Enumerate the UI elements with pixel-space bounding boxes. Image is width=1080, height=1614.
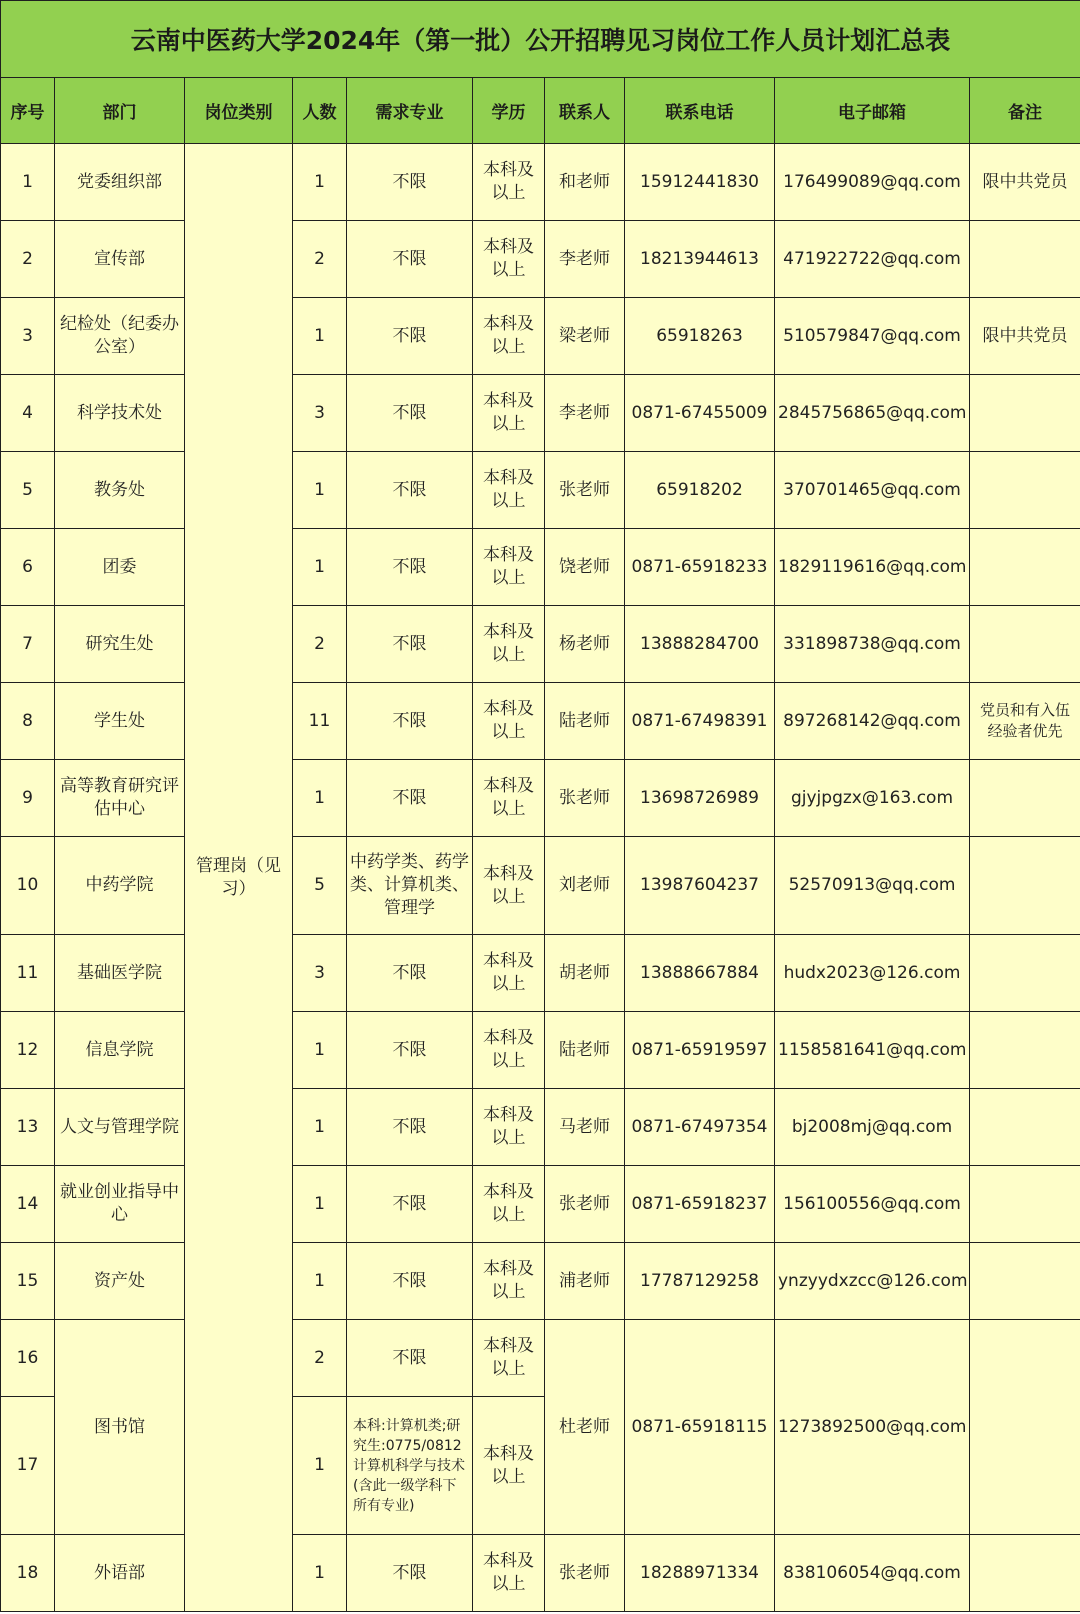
cell-phone: 0871-65919597 (625, 1012, 775, 1089)
cell-major: 不限 (347, 1012, 473, 1089)
cell-count: 5 (293, 837, 347, 935)
table-row (1, 606, 1080, 683)
cell-count: 1 (293, 1397, 347, 1535)
cell-email: 1829119616@qq.com (775, 529, 970, 606)
cell-remark (970, 935, 1080, 1012)
cell-contact: 杨老师 (545, 606, 625, 683)
cell-major: 不限 (347, 1320, 473, 1397)
cell-edu: 本科及以上 (473, 452, 545, 529)
cell-edu: 本科及以上 (473, 529, 545, 606)
header-no: 序号 (1, 78, 55, 144)
cell-phone: 65918263 (625, 298, 775, 375)
cell-major: 不限 (347, 1535, 473, 1612)
cell-count: 1 (293, 529, 347, 606)
cell-edu: 本科及以上 (473, 1089, 545, 1166)
cell-remark (970, 1320, 1080, 1535)
cell-remark (970, 452, 1080, 529)
header-email: 电子邮箱 (775, 78, 970, 144)
cell-dept: 党委组织部 (55, 144, 185, 221)
cell-dept: 科学技术处 (55, 375, 185, 452)
cell-major: 本科:计算机类;研究生:0775/0812计算机科学与技术(含此一级学科下所有专业) (347, 1397, 473, 1535)
header-contact: 联系人 (545, 78, 625, 144)
cell-email: bj2008mj@qq.com (775, 1089, 970, 1166)
cell-major: 不限 (347, 144, 473, 221)
cell-major: 不限 (347, 298, 473, 375)
cell-phone: 13888667884 (625, 935, 775, 1012)
cell-edu: 本科及以上 (473, 1166, 545, 1243)
cell-edu: 本科及以上 (473, 144, 545, 221)
cell-major: 不限 (347, 1243, 473, 1320)
cell-remark: 限中共党员 (970, 298, 1080, 375)
cell-phone: 0871-65918237 (625, 1166, 775, 1243)
header-category: 岗位类别 (185, 78, 293, 144)
cell-major: 不限 (347, 221, 473, 298)
cell-major: 不限 (347, 529, 473, 606)
table-row (1, 683, 1080, 760)
table-row (1, 760, 1080, 837)
cell-dept: 学生处 (55, 683, 185, 760)
cell-email: ynzyydxzcc@126.com (775, 1243, 970, 1320)
cell-major: 不限 (347, 375, 473, 452)
cell-edu: 本科及以上 (473, 837, 545, 935)
cell-contact: 张老师 (545, 452, 625, 529)
cell-count: 1 (293, 760, 347, 837)
cell-count: 2 (293, 221, 347, 298)
cell-email: 52570913@qq.com (775, 837, 970, 935)
cell-phone: 13698726989 (625, 760, 775, 837)
cell-major: 不限 (347, 935, 473, 1012)
table-row (1, 221, 1080, 298)
cell-major: 不限 (347, 760, 473, 837)
cell-dept: 宣传部 (55, 221, 185, 298)
cell-contact: 和老师 (545, 144, 625, 221)
cell-count: 1 (293, 1243, 347, 1320)
cell-phone: 13987604237 (625, 837, 775, 935)
table-row (1, 935, 1080, 1012)
cell-no: 12 (1, 1012, 55, 1089)
cell-edu: 本科及以上 (473, 606, 545, 683)
cell-contact: 刘老师 (545, 837, 625, 935)
cell-dept: 高等教育研究评估中心 (55, 760, 185, 837)
cell-contact: 杜老师 (545, 1320, 625, 1535)
cell-email: 1273892500@qq.com (775, 1320, 970, 1535)
table-row (1, 1012, 1080, 1089)
cell-remark (970, 529, 1080, 606)
cell-contact: 张老师 (545, 760, 625, 837)
cell-contact: 马老师 (545, 1089, 625, 1166)
cell-remark (970, 375, 1080, 452)
cell-no: 2 (1, 221, 55, 298)
cell-email: 838106054@qq.com (775, 1535, 970, 1612)
cell-count: 11 (293, 683, 347, 760)
cell-major: 中药学类、药学类、计算机类、管理学 (347, 837, 473, 935)
cell-contact: 梁老师 (545, 298, 625, 375)
header-dept: 部门 (55, 78, 185, 144)
table-row (1, 1089, 1080, 1166)
cell-no: 10 (1, 837, 55, 935)
cell-contact: 李老师 (545, 375, 625, 452)
cell-no: 1 (1, 144, 55, 221)
cell-no: 13 (1, 1089, 55, 1166)
cell-remark: 党员和有入伍经验者优先 (970, 683, 1080, 760)
table-row (1, 144, 1080, 221)
cell-remark (970, 1166, 1080, 1243)
cell-phone: 0871-67498391 (625, 683, 775, 760)
cell-email: 897268142@qq.com (775, 683, 970, 760)
cell-remark (970, 221, 1080, 298)
cell-phone: 0871-67497354 (625, 1089, 775, 1166)
cell-phone: 17787129258 (625, 1243, 775, 1320)
cell-count: 1 (293, 1012, 347, 1089)
cell-dept: 就业创业指导中心 (55, 1166, 185, 1243)
cell-no: 15 (1, 1243, 55, 1320)
cell-phone: 15912441830 (625, 144, 775, 221)
cell-count: 2 (293, 1320, 347, 1397)
cell-contact: 浦老师 (545, 1243, 625, 1320)
cell-no: 16 (1, 1320, 55, 1397)
cell-email: 1158581641@qq.com (775, 1012, 970, 1089)
cell-dept: 信息学院 (55, 1012, 185, 1089)
cell-no: 11 (1, 935, 55, 1012)
cell-remark (970, 1243, 1080, 1320)
cell-remark (970, 760, 1080, 837)
cell-contact: 陆老师 (545, 683, 625, 760)
cell-count: 1 (293, 1166, 347, 1243)
cell-no: 7 (1, 606, 55, 683)
cell-major: 不限 (347, 683, 473, 760)
cell-count: 1 (293, 298, 347, 375)
cell-contact: 胡老师 (545, 935, 625, 1012)
cell-dept: 纪检处（纪委办公室） (55, 298, 185, 375)
cell-dept: 基础医学院 (55, 935, 185, 1012)
cell-no: 4 (1, 375, 55, 452)
cell-count: 1 (293, 452, 347, 529)
cell-dept: 资产处 (55, 1243, 185, 1320)
cell-contact: 张老师 (545, 1535, 625, 1612)
header-count: 人数 (293, 78, 347, 144)
cell-count: 1 (293, 1089, 347, 1166)
table-row (1, 1166, 1080, 1243)
cell-count: 2 (293, 606, 347, 683)
table-row (1, 452, 1080, 529)
cell-edu: 本科及以上 (473, 298, 545, 375)
cell-major: 不限 (347, 452, 473, 529)
cell-no: 6 (1, 529, 55, 606)
cell-no: 5 (1, 452, 55, 529)
cell-remark (970, 837, 1080, 935)
cell-phone: 0871-67455009 (625, 375, 775, 452)
cell-email: 2845756865@qq.com (775, 375, 970, 452)
cell-edu: 本科及以上 (473, 221, 545, 298)
cell-phone: 0871-65918233 (625, 529, 775, 606)
cell-phone: 13888284700 (625, 606, 775, 683)
cell-contact: 饶老师 (545, 529, 625, 606)
cell-email: 471922722@qq.com (775, 221, 970, 298)
cell-email: 156100556@qq.com (775, 1166, 970, 1243)
table-row (1, 1320, 1080, 1397)
cell-major: 不限 (347, 1089, 473, 1166)
cell-no: 8 (1, 683, 55, 760)
cell-no: 17 (1, 1397, 55, 1535)
cell-edu: 本科及以上 (473, 760, 545, 837)
cell-edu: 本科及以上 (473, 1320, 545, 1397)
table-row (1, 375, 1080, 452)
cell-major: 不限 (347, 1166, 473, 1243)
cell-remark (970, 1089, 1080, 1166)
cell-email: 176499089@qq.com (775, 144, 970, 221)
cell-edu: 本科及以上 (473, 375, 545, 452)
table-row (1, 837, 1080, 935)
cell-email: hudx2023@126.com (775, 935, 970, 1012)
cell-edu: 本科及以上 (473, 1397, 545, 1535)
header-phone: 联系电话 (625, 78, 775, 144)
cell-email: 370701465@qq.com (775, 452, 970, 529)
cell-count: 1 (293, 1535, 347, 1612)
cell-dept: 团委 (55, 529, 185, 606)
cell-no: 9 (1, 760, 55, 837)
table-row (1, 298, 1080, 375)
cell-dept: 研究生处 (55, 606, 185, 683)
table-row (1, 529, 1080, 606)
page-title: 云南中医药大学2024年（第一批）公开招聘见习岗位工作人员计划汇总表 (1, 1, 1080, 78)
cell-contact: 张老师 (545, 1166, 625, 1243)
cell-no: 18 (1, 1535, 55, 1612)
cell-contact: 李老师 (545, 221, 625, 298)
cell-edu: 本科及以上 (473, 1012, 545, 1089)
cell-phone: 18213944613 (625, 221, 775, 298)
cell-no: 3 (1, 298, 55, 375)
cell-email: 510579847@qq.com (775, 298, 970, 375)
cell-category: 管理岗（见习） (185, 144, 293, 1612)
cell-phone: 65918202 (625, 452, 775, 529)
cell-contact: 陆老师 (545, 1012, 625, 1089)
cell-dept: 人文与管理学院 (55, 1089, 185, 1166)
cell-edu: 本科及以上 (473, 1243, 545, 1320)
cell-remark (970, 1535, 1080, 1612)
header-major: 需求专业 (347, 78, 473, 144)
cell-remark: 限中共党员 (970, 144, 1080, 221)
cell-email: gjyjpgzx@163.com (775, 760, 970, 837)
cell-remark (970, 1012, 1080, 1089)
cell-no: 14 (1, 1166, 55, 1243)
cell-remark (970, 606, 1080, 683)
header-remark: 备注 (970, 78, 1080, 144)
table-row (1, 1535, 1080, 1612)
cell-edu: 本科及以上 (473, 683, 545, 760)
cell-dept: 图书馆 (55, 1320, 185, 1535)
cell-email: 331898738@qq.com (775, 606, 970, 683)
cell-dept: 外语部 (55, 1535, 185, 1612)
cell-phone: 18288971334 (625, 1535, 775, 1612)
cell-major: 不限 (347, 606, 473, 683)
cell-count: 3 (293, 935, 347, 1012)
table-row (1, 1243, 1080, 1320)
header-row (1, 78, 1080, 144)
cell-edu: 本科及以上 (473, 935, 545, 1012)
header-edu: 学历 (473, 78, 545, 144)
cell-count: 3 (293, 375, 347, 452)
cell-edu: 本科及以上 (473, 1535, 545, 1612)
cell-dept: 中药学院 (55, 837, 185, 935)
cell-count: 1 (293, 144, 347, 221)
cell-phone: 0871-65918115 (625, 1320, 775, 1535)
cell-dept: 教务处 (55, 452, 185, 529)
